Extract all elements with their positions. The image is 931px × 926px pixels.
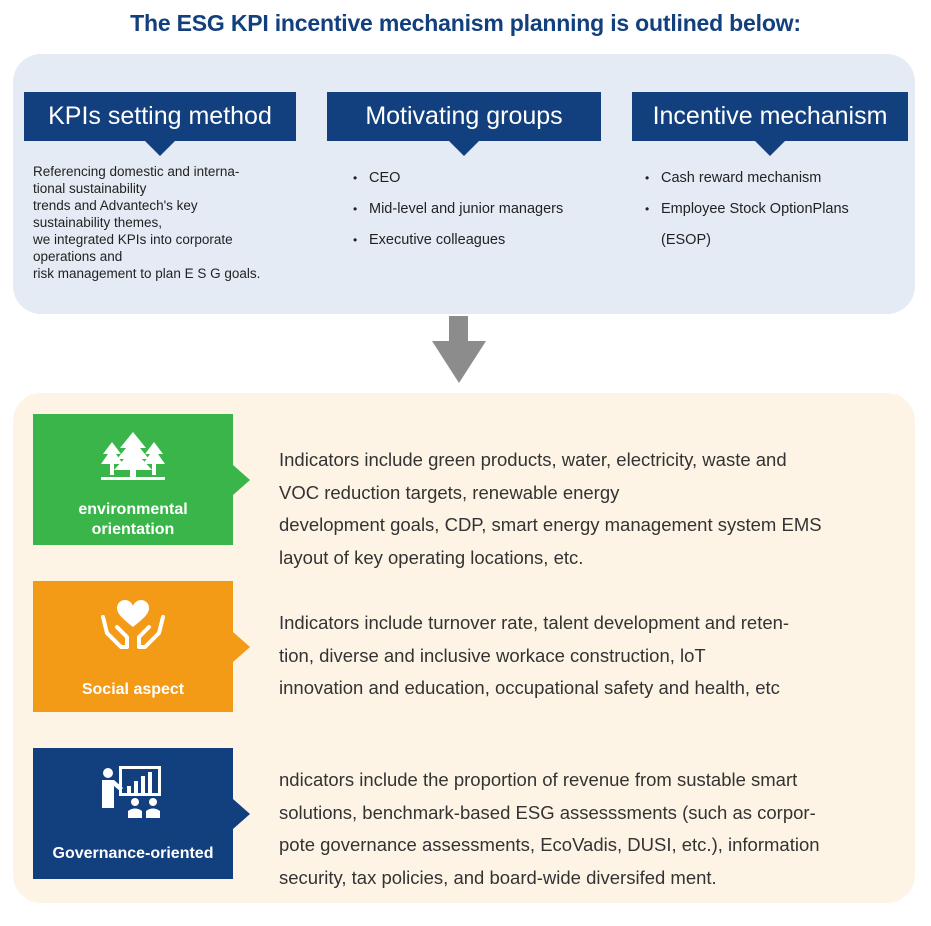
- environmental-line: Indicators include green products, water, electricity, waste and: [279, 449, 787, 470]
- social-line: tion, diverse and inclusive workace construction, loT: [279, 644, 706, 666]
- down-arrow-icon: [432, 341, 486, 383]
- motivating-groups-list: [353, 163, 563, 256]
- incentive-mechanism-tag: [632, 92, 908, 141]
- presentation-icon: [99, 764, 167, 820]
- kpi-line: Referencing domestic and interna-: [33, 164, 240, 179]
- governance-line: security, tax policies, and board-wide diversifed ment.: [279, 866, 717, 888]
- environmental-label: [33, 500, 233, 540]
- incentive-item: • Cash reward mechanism: [645, 163, 849, 194]
- environmental-box: [33, 414, 233, 545]
- motivating-groups-heading: Motivating groups: [365, 102, 563, 130]
- motivating-groups-tag: [327, 92, 601, 141]
- governance-box: [33, 748, 233, 879]
- kpi-line: we integrated KPIs into corporate: [33, 232, 233, 247]
- social-label: [33, 680, 233, 700]
- governance-line: ndicators include the proportion of revenue from sustable smart: [279, 769, 798, 790]
- environmental-label-line: orientation: [91, 521, 175, 538]
- kpi-line: risk management to plan E S G goals.: [33, 266, 261, 281]
- social-box: [33, 581, 233, 712]
- group-item: • CEO: [353, 163, 563, 194]
- governance-line: solutions, benchmark-based ESG assesssments (such as corpor-: [279, 801, 816, 823]
- environmental-description: [279, 444, 889, 574]
- social-label-line: Social aspect: [81, 681, 185, 698]
- social-line: Indicators include turnover rate, talent development and reten-: [279, 612, 790, 633]
- incentive-mechanism-list: [645, 163, 849, 256]
- group-item: • Mid-level and junior managers: [353, 194, 563, 225]
- governance-label-line: Governance-oriented: [52, 845, 214, 862]
- environmental-line: layout of key operating locations, etc.: [279, 546, 584, 568]
- group-item: • Executive colleagues: [353, 225, 563, 256]
- kpis-setting-method-heading: KPIs setting method: [48, 102, 272, 130]
- kpi-line: sustainability themes,: [33, 215, 163, 230]
- governance-line: pote governance assessments, EcoVadis, DUSI, etc.), information: [279, 834, 820, 855]
- social-line: innovation and education, occupational safety and health, etc: [279, 677, 780, 698]
- kpi-description: [33, 163, 303, 282]
- incentive-mechanism-heading: Incentive mechanism: [652, 102, 888, 130]
- social-description: [279, 607, 889, 705]
- down-arrow-shaft: [449, 316, 468, 342]
- kpi-line: operations and: [33, 249, 123, 264]
- trees-icon: [99, 430, 167, 482]
- incentive-item: (ESOP): [661, 232, 711, 248]
- governance-description: [279, 764, 889, 894]
- kpis-setting-method-tag: [24, 92, 296, 141]
- governance-label: [33, 844, 233, 864]
- environmental-line: VOC reduction targets, renewable energy: [279, 481, 620, 503]
- incentive-item: • Employee Stock OptionPlans: [645, 194, 849, 225]
- environmental-label-line: environmental: [78, 501, 188, 518]
- page-title: The ESG KPI incentive mechanism planning is outlined below:: [130, 10, 801, 36]
- environmental-line: development goals, CDP, smart energy management system EMS: [279, 514, 822, 535]
- heart-hands-icon: [99, 597, 167, 655]
- kpi-line: tional sustainability: [33, 181, 147, 196]
- kpi-line: trends and Advantech's key: [33, 198, 198, 213]
